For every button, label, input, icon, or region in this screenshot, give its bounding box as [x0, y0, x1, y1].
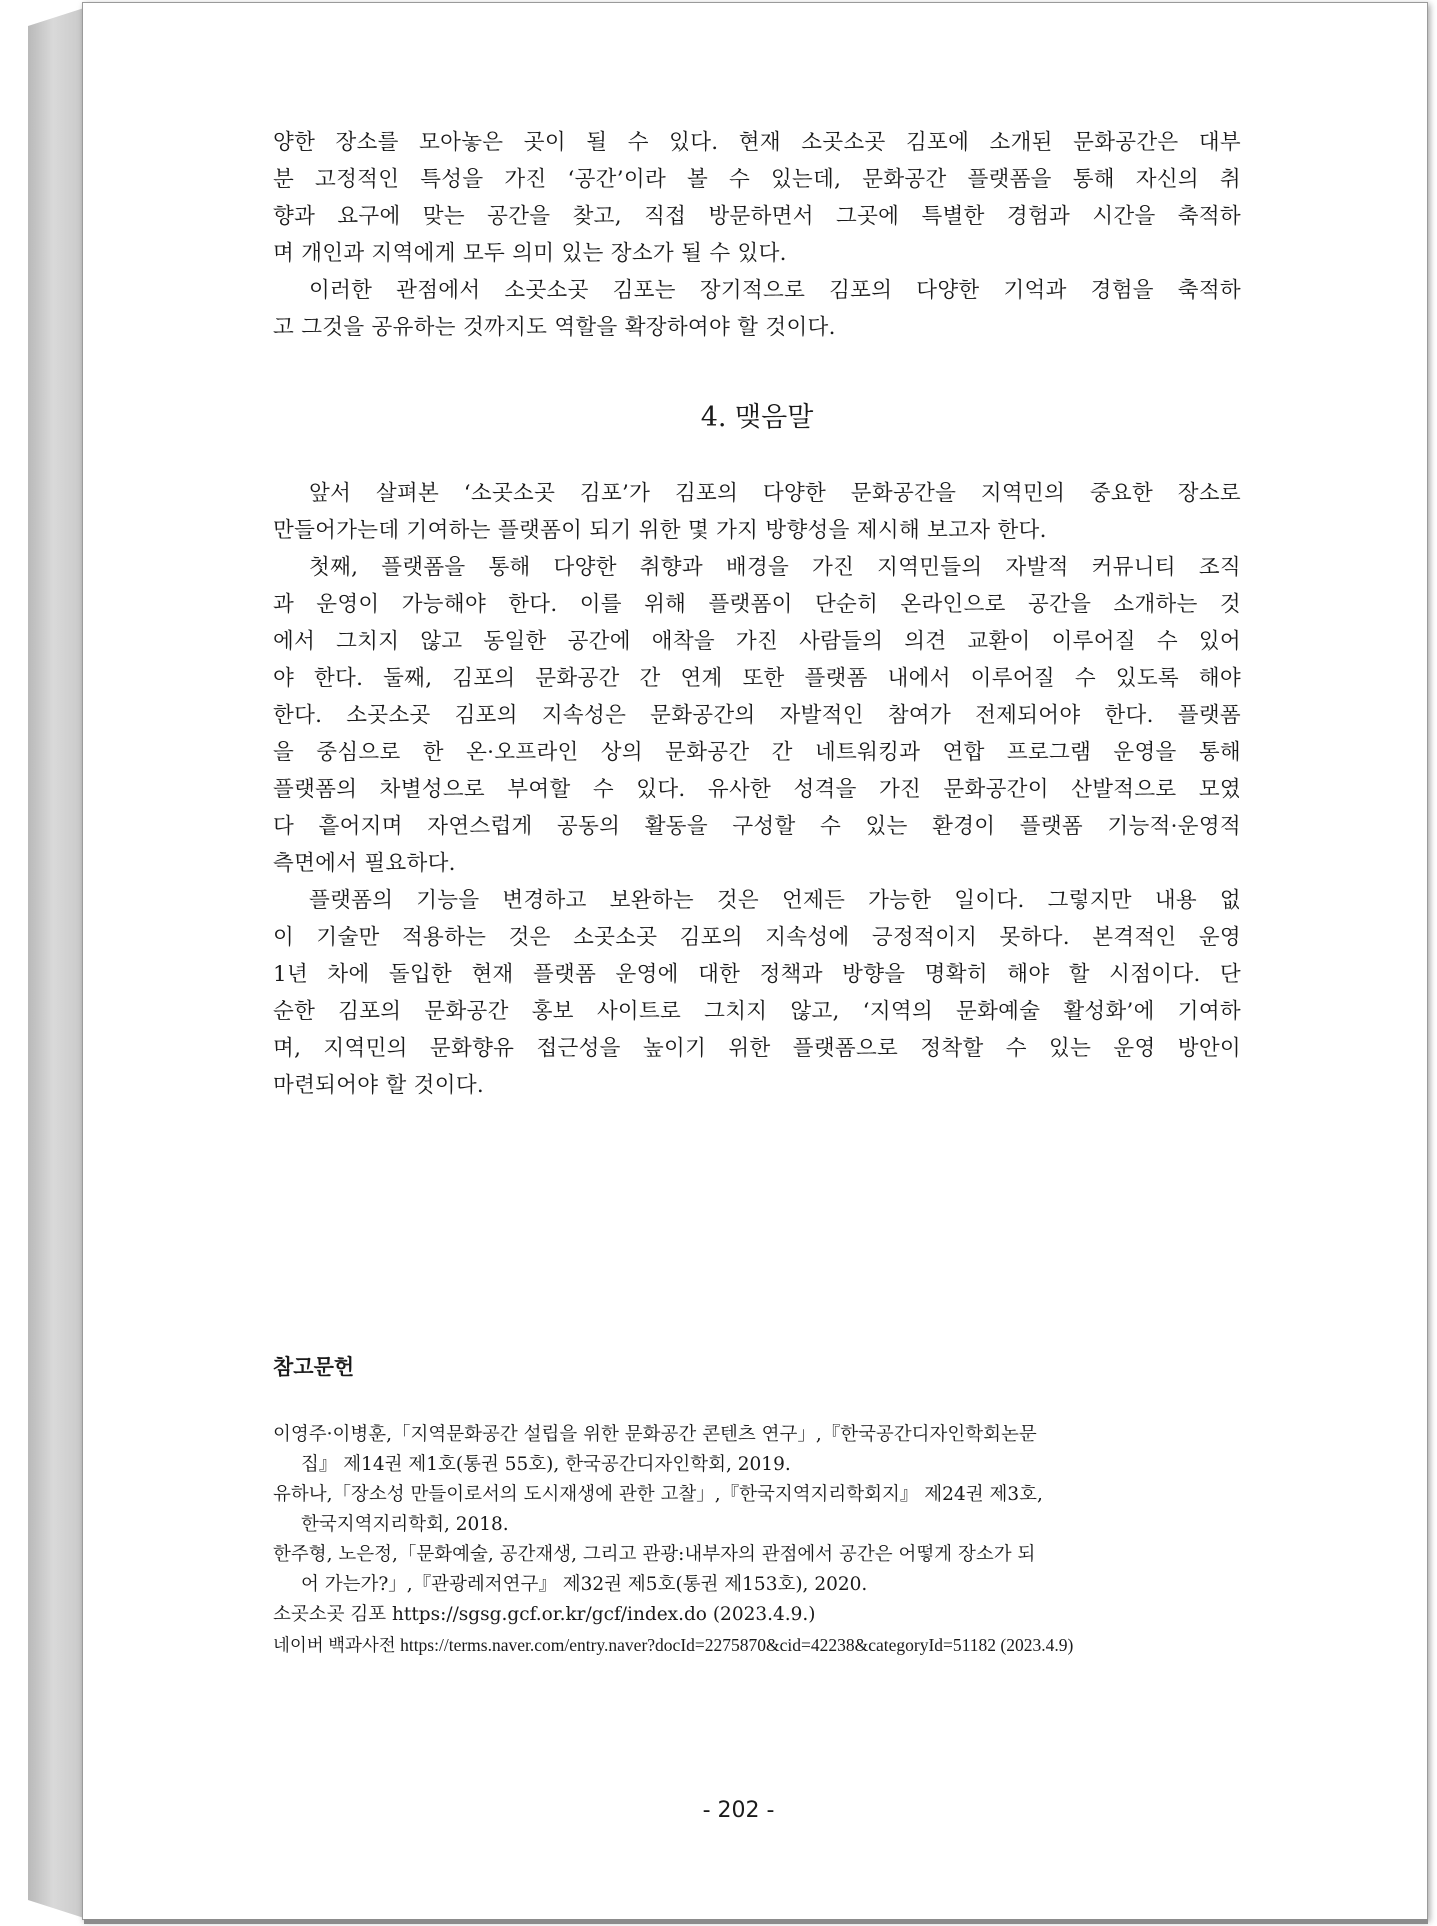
- intro-paragraph: [273, 124, 1241, 346]
- reference-text: 이영주·이병훈,「지역문화공간 설립을 위한 문화공간 콘텐츠 연구」,『한국공간디자인학회논문: [273, 1424, 1037, 1445]
- reference-item: [273, 1420, 1248, 1480]
- text-line: 과 운영이 가능해야 한다. 이를 위해 플랫폼이 단순히 온라인으로 공간을 소개하는 것: [273, 592, 1241, 617]
- paragraph: [273, 549, 1241, 882]
- page-edge: [84, 1919, 1428, 1924]
- text-line: 첫째, 플랫폼을 통해 다양한 취향과 배경을 가진 지역민들의 자발적 커뮤니티 조직: [309, 555, 1241, 580]
- reference-text: 한국지역지리학회, 2018.: [301, 1514, 509, 1535]
- references-list: [273, 1420, 1248, 1660]
- text-line: 플랫폼의 차별성으로 부여할 수 있다. 유사한 성격을 가진 문화공간이 산발적으로 모였: [273, 777, 1241, 802]
- text-line: 한다. 소곳소곳 김포의 지속성은 문화공간의 자발적인 참여가 전제되어야 한다. 플랫폼: [273, 703, 1241, 728]
- text-line: 며, 지역민의 문화향유 접근성을 높이기 위한 플랫폼으로 정착할 수 있는 운영 방안이: [273, 1036, 1241, 1061]
- text-line: 야 한다. 둘째, 김포의 문화공간 간 연계 또한 플랫폼 내에서 이루어질 수 있도록 해야: [273, 666, 1241, 691]
- text-line: 이 기술만 적용하는 것은 소곳소곳 김포의 지속성에 긍정적이지 못하다. 본격적인 운영: [273, 925, 1241, 950]
- text-line: 마련되어야 할 것이다.: [273, 1073, 485, 1098]
- text-line: 순한 김포의 문화공간 홍보 사이트로 그치지 않고, ‘지역의 문화예술 활성화’에 기여하: [273, 999, 1241, 1024]
- reference-text: 소곳소곳 김포 https://sgsg.gcf.or.kr/gcf/index.do (2023.4.9.): [273, 1604, 816, 1625]
- reference-text: 유하나,「장소성 만들이로서의 도시재생에 관한 고찰」,『한국지역지리학회지』 제24권 제3호,: [273, 1484, 1043, 1505]
- paragraph: [273, 882, 1241, 1104]
- text-line: 측면에서 필요하다.: [273, 851, 456, 876]
- text-line: 양한 장소를 모아놓은 곳이 될 수 있다. 현재 소곳소곳 김포에 소개된 문화공간은 대부: [273, 130, 1241, 155]
- reference-text: 어 가는가?」,『관광레저연구』 제32권 제5호(통권 제153호), 2020.: [301, 1574, 868, 1595]
- reference-text: 네이버 백과사전 https://terms.naver.com/entry.naver?docId=2275870&cid=42238&categoryId=51182 (2023.4.9): [273, 1635, 1074, 1655]
- references-heading: 참고문헌: [273, 1355, 355, 1379]
- reference-item: [273, 1480, 1248, 1540]
- text-line: 을 중심으로 한 온·오프라인 상의 문화공간 간 네트워킹과 연합 프로그램 운영을 통해: [273, 740, 1241, 765]
- reference-text: 집』 제14권 제1호(통권 55호), 한국공간디자인학회, 2019.: [301, 1454, 791, 1475]
- text-line: 만들어가는데 기여하는 플랫폼이 되기 위한 몇 가지 방향성을 제시해 보고자 한다.: [273, 518, 1047, 543]
- text-line: 이러한 관점에서 소곳소곳 김포는 장기적으로 김포의 다양한 기억과 경험을 축적하: [309, 278, 1241, 303]
- text-line: 분 고정적인 특성을 가진 ‘공간’이라 볼 수 있는데, 문화공간 플랫폼을 통해 자신의 취: [273, 167, 1241, 192]
- text-line: 앞서 살펴본 ‘소곳소곳 김포’가 김포의 다양한 문화공간을 지역민의 중요한 장소로: [309, 481, 1241, 506]
- text-line: 며 개인과 지역에게 모두 의미 있는 장소가 될 수 있다.: [273, 241, 787, 266]
- page-number: - 202 -: [702, 1798, 775, 1823]
- section-heading: 4. 맺음말: [700, 402, 814, 433]
- reference-text: 한주형, 노은정,「문화예술, 공간재생, 그리고 관광:내부자의 관점에서 공간은 어떻게 장소가 되: [273, 1544, 1036, 1565]
- text-line: 플랫폼의 기능을 변경하고 보완하는 것은 언제든 가능한 일이다. 그렇지만 내용 없: [309, 888, 1241, 913]
- text-line: 향과 요구에 맞는 공간을 찾고, 직접 방문하면서 그곳에 특별한 경험과 시간을 축적하: [273, 204, 1241, 229]
- reference-item: [273, 1630, 1248, 1660]
- section-body: [273, 475, 1241, 1104]
- text-line: 다 흩어지며 자연스럽게 공동의 활동을 구성할 수 있는 환경이 플랫폼 기능적·운영적: [273, 814, 1241, 839]
- text-line: 에서 그치지 않고 동일한 공간에 애착을 가진 사람들의 의견 교환이 이루어질 수 있어: [273, 629, 1241, 654]
- paragraph: [273, 475, 1241, 549]
- text-line: 1년 차에 돌입한 현재 플랫폼 운영에 대한 정책과 방향을 명확히 해야 할 시점이다. 단: [273, 962, 1241, 987]
- reference-item: [273, 1540, 1248, 1600]
- text-line: 고 그것을 공유하는 것까지도 역할을 확장하여야 할 것이다.: [273, 315, 836, 340]
- reference-item: [273, 1600, 1248, 1630]
- book-spine: [28, 8, 84, 1918]
